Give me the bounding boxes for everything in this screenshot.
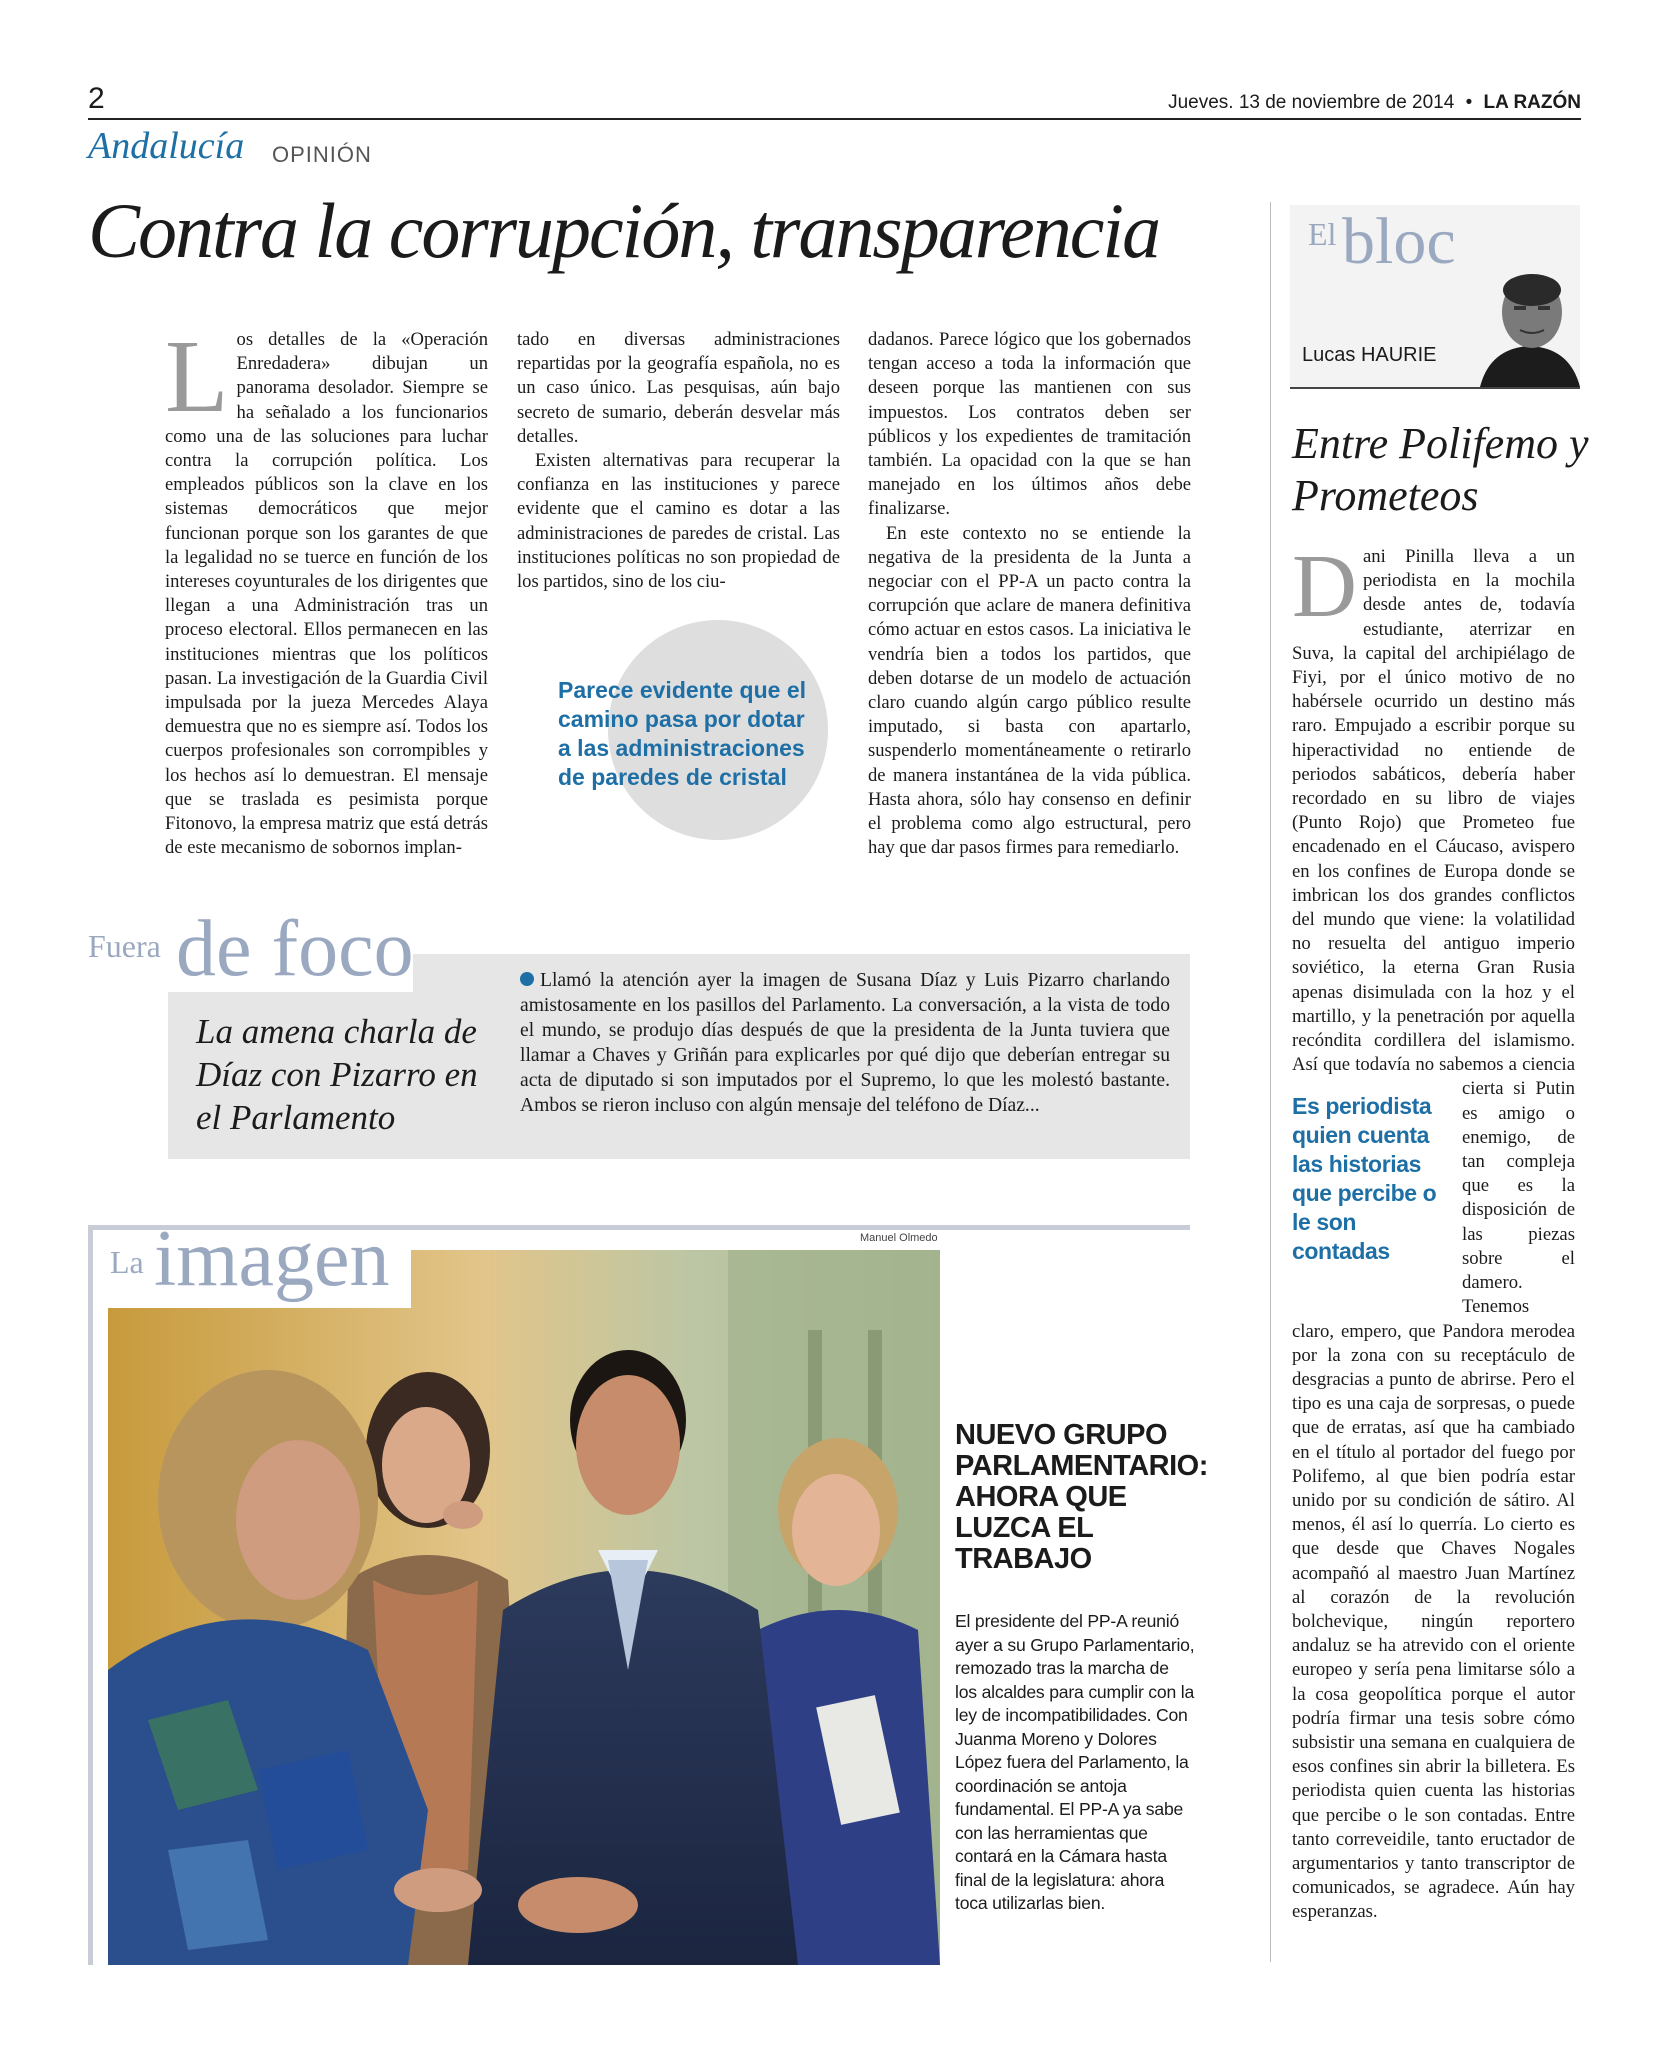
- author-photo: [1480, 268, 1580, 387]
- author-last-name: HAURIE: [1360, 344, 1437, 366]
- photo-illustration: [108, 1250, 940, 1965]
- newspaper-name: LA RAZÓN: [1483, 92, 1581, 113]
- author-first-name: Lucas: [1302, 344, 1356, 366]
- editorial-paragraph: tado en diversas administraciones repartidas por la geografía española, no es un caso único. Las pesquisas, aún bajo secreto de sumario, deberán desvelar más detalles.: [517, 329, 840, 447]
- section-name: Andalucía: [88, 125, 245, 167]
- page-number: 2: [88, 82, 105, 115]
- imagen-label-big: imagen: [154, 1215, 390, 1303]
- imagen-caption: El presidente del PP-A reunió ayer a su Grupo Parlamentario, remozado tras la marcha de los alcaldes para cumplir con la ley de incompatibilidades. Con Juanma Moreno y Dolores López fuera del Parlamento, la coordinación se antoja fundamental. El PP-A ya sabe con las herramientas que contará en la Cámara hasta final de la legislatura: ahora toca utilizarlas bien.: [955, 1611, 1195, 1913]
- editorial-paragraph: En este contexto no se entiende la negativa de la presidenta de la Junta a negociar con el PP-A un pacto contra la corrupción que aclare de manera definitiva cómo actuar en estos casos. La iniciativa le vendría bien a todos los partidos, que deben dotarse de un modelo de actuación claro cuando algún cargo público resulte imputado, si basta con apartarlo, suspenderlo momentáneamente o retirarlo de manera instantánea de la vida pública. Hasta ahora, sólo hay consenso en definir el problema como algo estructural, pero hay que dar pasos firmes para remediarlo.: [868, 522, 1191, 859]
- column-text: ani Pinilla lleva a un periodista en la mochila desde antes de, todavía estudiante, aterrizar en Suva, la capital del archipiélago de Fiyi, por el único motivo de no habérsele ocurrido un destino más raro. Empujado a escribir porque su hiperactividad no entiende de periodos sabáticos, debería haber recordado en su libro de viajes (Punto Rojo) que Prometeo fue encadenado en el Cáucaso, avispero en los confines de Europa donde se imbrican los dos grandes conflictos del mundo que viene: la volatilidad no resuelta del antiguo imperio soviético, la eterna Gran Rusia apenas disimulada con la hoz y el martillo, y la penetración por aquella recóndita cordillera del islamismo. Así que todavía no sabemos a ciencia cierta si Putin es amigo o enemigo, de tan compleja que es la disposición de las piezas sobre el damero. Tenemos claro, empero, que Pandora merodea por la zona con su receptáculo de desgracias a punto de abrirse. Pero el tipo es una caja de sorpresas, o puede que de erratas, así que ha cambiado en el título al portador del fuego por Polifemo, al que bien podría estar unido por su condición de sátiro. Al menos, él así lo querría. Lo cierto es que desde que Chaves Nogales acompañó al maestro Juan Martínez al corazón de la revolución bolchevique, ningún reportero andaluz se ha atrevido con el oriente europeo y sería pena limitarse sólo a la cosa geopolítica porque el autor podría firmar una tesis sobre cómo subsistir una semana en cualquiera de esos confines sin abrir la billetera. Es periodista quien cuenta las historias que percibe o le son contadas. Entre tanto correveidile, tanto eructador de argumentarios y tanto transcriptor de comunicados, se agradece. Aún hay esperanzas.: [1292, 546, 1575, 1923]
- editorial-column-1: [165, 319, 488, 860]
- editorial-paragraph: Existen alternativas para recuperar la confianza en las instituciones y parece evidente que el camino es dotar a las administraciones de paredes de cristal. Las instituciones políticas no son propiedad de los partidos, sino de los ciu-: [517, 450, 840, 593]
- news-photo: [108, 1250, 940, 1965]
- fuera-de-foco-body: [520, 968, 1170, 1118]
- fuera-de-foco-text: Llamó la atención ayer la imagen de Susana Díaz y Luis Pizarro charlando amistosamente en los pasillos del Parlamento. La conversación, a la vista de todo el mundo, se produjo días después de que la presidenta de la Junta tuviera que llamar a Chaves y Griñán para explicarles por qué dijo que deberían entregar su acta de diputado si son imputados por el Supremo, lo que les molestó bastante. Ambos se rieron incluso con algún mensaje del teléfono de Díaz...: [520, 970, 1170, 1116]
- editorial-dropcap: L: [165, 319, 229, 434]
- column-divider: [1270, 202, 1271, 1962]
- editorial-column-2: [517, 328, 840, 594]
- editorial-paragraph: dadanos. Parece lógico que los gobernados tengan acceso a toda la información que deseen porque las mantienen con sus impuestos. Los contratos deben ser públicos y los expedientes de tramitación también. La opacidad con la que se han manejado en los últimos años debe finalizarse.: [868, 329, 1191, 520]
- fuera-de-foco-label-big: de foco: [176, 905, 414, 993]
- editorial-headline: Contra la corrupción, transparencia: [88, 187, 1160, 274]
- header-dateline: [1168, 92, 1581, 114]
- fuera-de-foco-headline: La amena charla de Díaz con Pizarro en el Parlamento: [196, 1012, 478, 1137]
- imagen-left-rule: [88, 1225, 93, 1965]
- date-text: Jueves. 13 de noviembre de 2014: [1168, 92, 1455, 113]
- editorial-column-3: [868, 328, 1191, 860]
- column-dropcap: D: [1292, 537, 1357, 636]
- section-subtitle: OPINIÓN: [272, 142, 372, 167]
- fuera-de-foco-label-small: Fuera: [88, 928, 161, 964]
- imagen-headline: NUEVO GRUPO PARLAMENTARIO: AHORA QUE LUZCA EL TRABAJO: [955, 1419, 1208, 1575]
- el-bloc-label-big: bloc: [1342, 205, 1456, 278]
- header-bullet: •: [1465, 92, 1473, 113]
- column-headline: Entre Polifemo y Prometeos: [1292, 419, 1589, 520]
- bullet-icon: [520, 972, 534, 986]
- editorial-paragraph: os detalles de la «Operación Enredadera» dibujan un panorama desolador. Siempre se ha señalado a los funcionarios como una de las soluciones para luchar contra la corrupción política. Los empleados públicos son la clave en los sistemas democráticos que mejor funcionan porque son los garantes de que la legalidad no se tuerce en función de los intereses coyunturales de los dirigentes que llegan a una Administración tras un proceso electoral. Ellos permanecen en las instituciones mientras que los políticos pasan. La investigación de la Guardia Civil impulsada por la jueza Mercedes Alaya demuestra que no es siempre así. Todos los cuerpos profesionales son corrompibles y los hechos así lo demuestran. El mensaje que se traslada es pesimista porque Fitonovo, la empresa matriz que está detrás de este mecanismo de sobornos implan-: [165, 329, 488, 859]
- el-bloc-label-small: El: [1308, 216, 1337, 252]
- header-rule: [88, 118, 1581, 120]
- imagen-label-small: La: [110, 1244, 144, 1280]
- author-portrait-icon: [1480, 268, 1580, 387]
- column-pull-quote: Es periodista quien cuenta las historias que percibe o le son contadas: [1292, 1093, 1437, 1264]
- editorial-pull-quote: Parece evidente que el camino pasa por dotar a las administraciones de paredes de cristal: [558, 677, 807, 790]
- author-byline: [1302, 344, 1437, 367]
- photo-credit: Manuel Olmedo: [860, 1232, 938, 1244]
